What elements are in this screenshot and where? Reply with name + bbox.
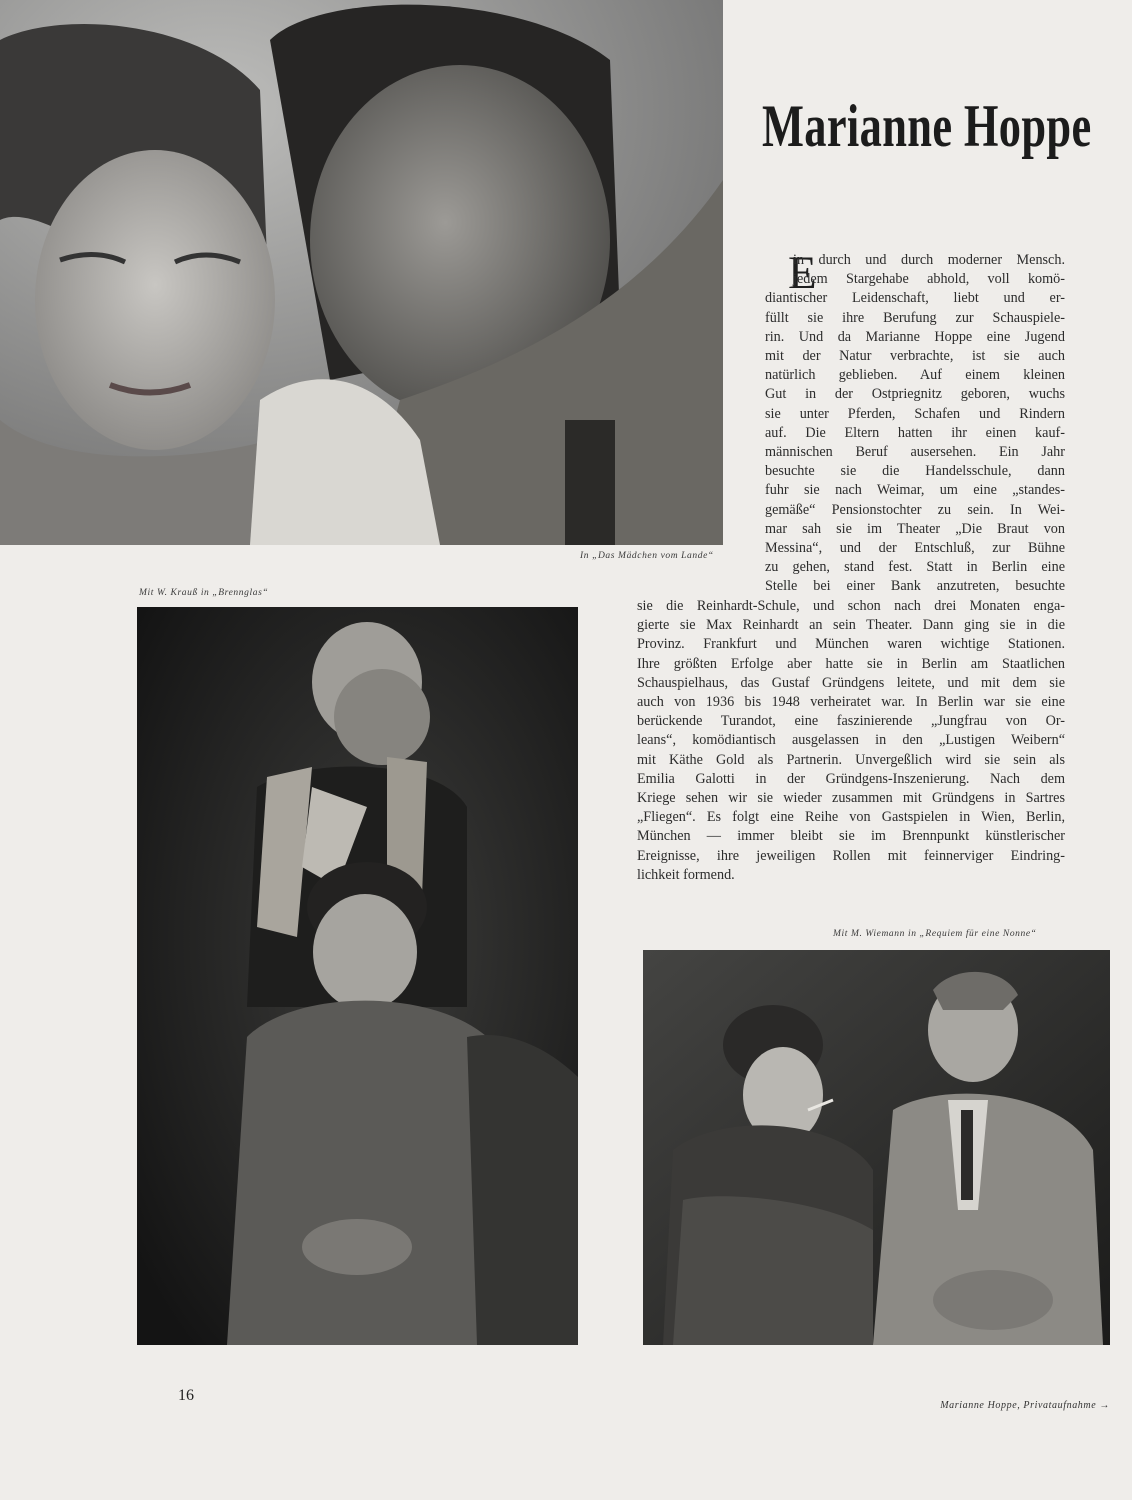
- text-line: München — immer bleibt sie im Brennpunkt künstlerischer: [637, 828, 1065, 845]
- text-line: Gut in der Ostpriegnitz geboren, wuchs: [765, 386, 1065, 403]
- text-line: auch von 1936 bis 1948 verheiratet war. In Berlin war sie eine: [637, 694, 1065, 711]
- right-photo-scene: [643, 950, 1110, 1345]
- text-line: männischen Beruf ausersehen. Ein Jahr: [765, 444, 1065, 461]
- text-line: leans“, komödiantisch ausgelassen in den „Lustigen Weibern“: [637, 732, 1065, 749]
- text-line: fuhr sie nach Weimar, um eine „standes-: [765, 482, 1065, 499]
- text-line: füllt sie ihre Berufung zur Schauspiele-: [765, 309, 1065, 326]
- text-line: zu gehen, stand fest. Statt in Berlin eine: [765, 559, 1065, 576]
- photo-credit-text: Marianne Hoppe, Privataufnahme: [940, 1400, 1097, 1411]
- text-line: berückende Turandot, eine faszinierende „Jungfrau von Or-: [637, 713, 1065, 730]
- text-line: Emilia Galotti in der Gründgens-Inszenierung. Nach dem: [637, 770, 1065, 787]
- text-line: in durch und durch moderner Mensch.: [793, 252, 1065, 268]
- text-line: auf. Die Eltern hatten ihr einen kauf-: [765, 424, 1065, 441]
- article-text-wide: [637, 597, 1065, 885]
- page-number: 16: [178, 1387, 194, 1404]
- drop-cap: E: [788, 247, 817, 299]
- text-line: besuchte sie die Handelsschule, dann: [765, 463, 1065, 480]
- text-line: Schauspielhaus, das Gustaf Gründgens leitete, und mit dem sie: [637, 674, 1065, 691]
- text-line: gierte sie Max Reinhardt an sein Theater. Dann ging sie in die: [637, 617, 1065, 634]
- text-line: Kriege sehen wir sie wieder zusammen mit Gründgens in Sartres: [637, 790, 1065, 807]
- text-line: sie unter Pferden, Schafen und Rindern: [765, 405, 1065, 422]
- text-line: sie die Reinhardt-Schule, und schon nach drei Monaten enga-: [637, 598, 1065, 614]
- text-line: rin. Und da Marianne Hoppe eine Jugend: [765, 328, 1065, 345]
- text-line: natürlich geblieben. Auf einem kleinen: [765, 367, 1065, 384]
- text-line: lichkeit formend.: [637, 866, 735, 883]
- right-photo-caption: Mit M. Wiemann in „Requiem für eine Nonne“: [833, 929, 1037, 939]
- top-photo-image: [0, 0, 723, 545]
- photo-credit: [940, 1400, 1110, 1411]
- text-line: mit der Natur verbrachte, ist sie auch: [765, 348, 1065, 365]
- article-text-narrow: [765, 247, 1065, 597]
- left-photo-stage-scene: [137, 607, 578, 1345]
- text-line: mit Käthe Gold als Partnerin. Unvergeßlich wird sie sein als: [637, 751, 1065, 768]
- text-line: Ihre größten Erfolge aber hatte sie in Berlin am Staatlichen: [637, 655, 1065, 672]
- text-line: gemäße“ Pensionstochter zu sein. In Wei-: [765, 501, 1065, 518]
- text-line: Provinz. Frankfurt und München waren wichtige Stationen.: [637, 636, 1065, 653]
- text-line: Messina“, und der Entschluß, zur Bühne: [765, 540, 1065, 557]
- text-line: diantischer Leidenschaft, liebt und er-: [765, 290, 1065, 307]
- left-photo-caption: Mit W. Krauß in „Brennglas“: [139, 588, 269, 598]
- left-photo-image: [137, 607, 578, 1345]
- text-line: Stelle bei einer Bank anzutreten, besuchte: [765, 578, 1065, 595]
- text-line: Ereignisse, ihre jeweiligen Rollen mit feinnerviger Eindring-: [637, 847, 1065, 864]
- article-title: Marianne Hoppe: [762, 93, 1092, 159]
- right-photo-image: [643, 950, 1110, 1345]
- text-line: jedem Stargehabe abhold, voll komö-: [793, 271, 1065, 288]
- top-photo-caption: In „Das Mädchen vom Lande“: [580, 551, 714, 561]
- top-photo-portrait: [0, 0, 723, 545]
- text-line: mar sah sie im Theater „Die Braut von: [765, 520, 1065, 537]
- text-line: „Fliegen“. Es folgt eine Reihe von Gastspielen in Wien, Berlin,: [637, 809, 1065, 826]
- arrow-right-icon: →: [1099, 1400, 1110, 1411]
